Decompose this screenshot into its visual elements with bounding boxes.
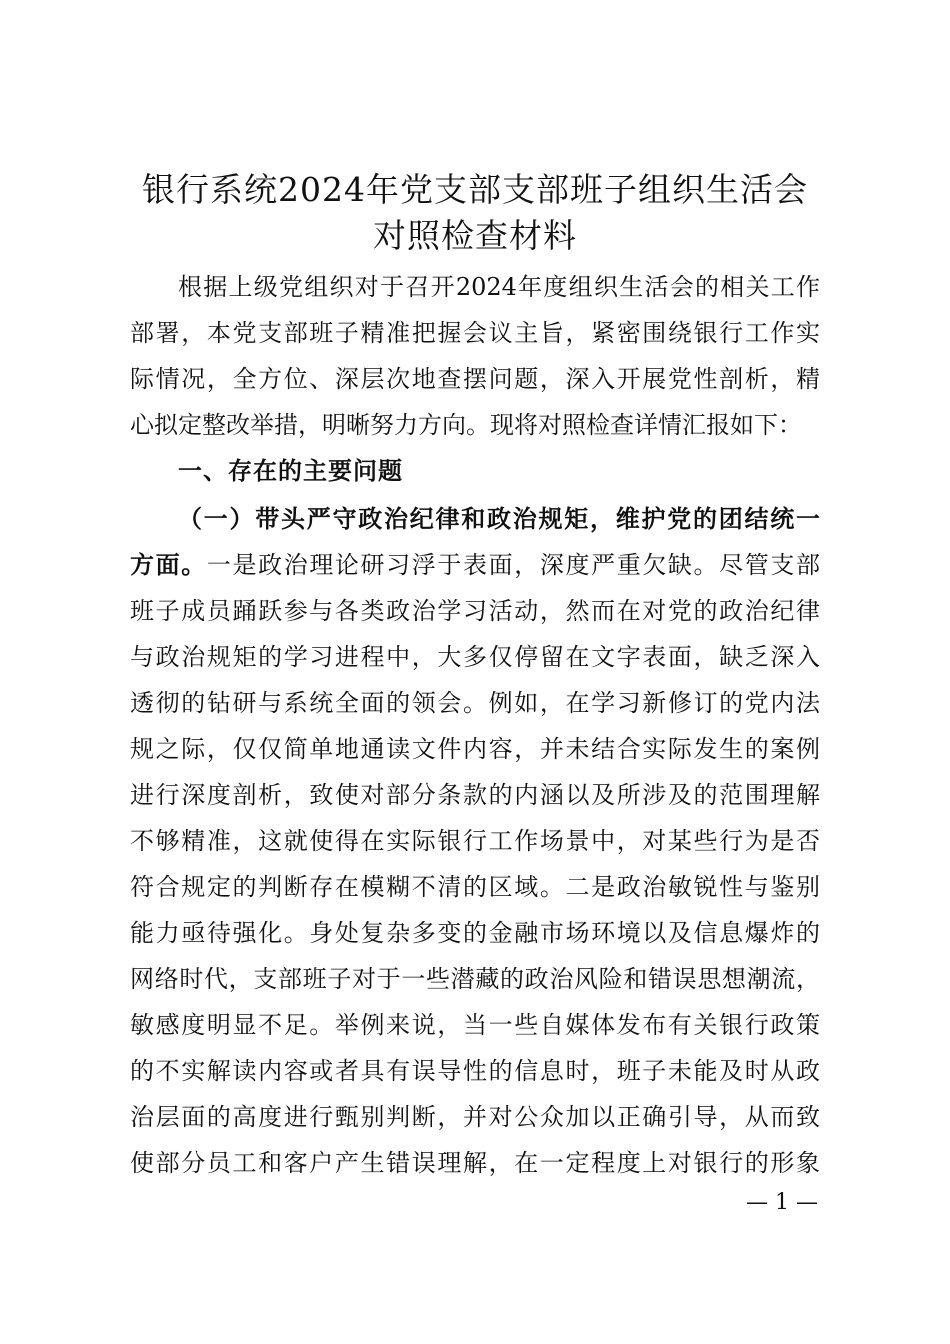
- paragraph-line: 透彻的钻研与系统全面的领会。例如，在学习新修订的党内法: [130, 689, 820, 717]
- paragraph-line: 不够精准，这就使得在实际银行工作场景中，对某些行为是否: [130, 827, 820, 855]
- intro-line-1: 根据上级党组织对于召开2024年度组织生活会的相关工作: [178, 273, 820, 301]
- paragraph-line: 的不实解读内容或者具有误导性的信息时，班子未能及时从政: [130, 1057, 820, 1085]
- intro-line-4: 心拟定整改举措，明晰努力方向。现将对照检查详情汇报如下：: [130, 411, 802, 439]
- subsection-heading-tail: 方面。: [130, 550, 207, 579]
- paragraph-line: 班子成员踊跃参与各类政治学习活动，然而在对党的政治纪律: [130, 597, 820, 625]
- document-title-line-1: 银行系统2024年党支部支部班子组织生活会: [142, 170, 808, 209]
- paragraph-line: 使部分员工和客户产生错误理解，在一定程度上对银行的形象: [130, 1149, 820, 1177]
- paragraph-line: 符合规定的判断存在模糊不清的区域。二是政治敏锐性与鉴别: [130, 873, 820, 901]
- intro-line-2: 部署，本党支部班子精准把握会议主旨，紧密围绕银行工作实: [130, 319, 820, 347]
- section-heading: 一、存在的主要问题: [178, 457, 403, 485]
- intro-line-3: 际情况，全方位、深层次地查摆问题，深入开展党性剖析，精: [130, 365, 820, 393]
- subsection-heading-line: （一）带头严守政治纪律和政治规矩，维护党的团结统一: [178, 504, 820, 533]
- paragraph-line: 与政治规矩的学习进程中，大多仅停留在文字表面，缺乏深入: [130, 643, 820, 671]
- paragraph-line: 进行深度剖析，致使对部分条款的内涵以及所涉及的范围理解: [130, 781, 820, 809]
- paragraph-line-rest: 一是政治理论研习浮于表面，深度严重欠缺。尽管支部: [206, 551, 820, 579]
- paragraph-line: 治层面的高度进行甄别判断，并对公众加以正确引导，从而致: [130, 1103, 820, 1131]
- paragraph-line: 规之际，仅仅简单地通读文件内容，并未结合实际发生的案例: [130, 735, 820, 763]
- paragraph-line: 敏感度明显不足。举例来说，当一些自媒体发布有关银行政策: [130, 1011, 820, 1039]
- paragraph-line: 网络时代，支部班子对于一些潜藏的政治风险和错误思想潮流，: [130, 965, 820, 993]
- document-title-line-2: 对照检查材料: [373, 216, 577, 255]
- paragraph-line-mixed: [130, 542, 820, 588]
- paragraph-line: 能力亟待强化。身处复杂多变的金融市场环境以及信息爆炸的: [130, 919, 820, 947]
- page-number: — 1 —: [746, 1190, 818, 1215]
